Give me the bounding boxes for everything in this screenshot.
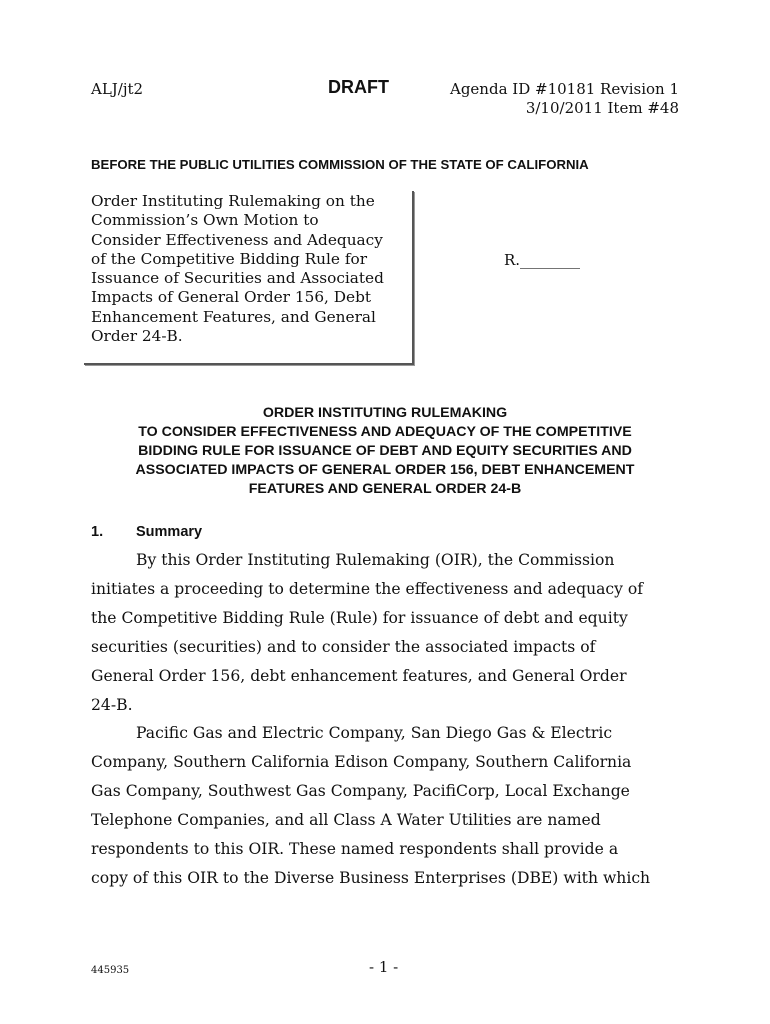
title-line: TO CONSIDER EFFECTIVENESS AND ADEQUACY OF THE COMPETITIVE [138, 424, 632, 440]
paragraph-line: General Order 156, debt enhancement features, and General Order [91, 667, 627, 685]
paragraph-line: 24-B. [91, 696, 133, 714]
paragraph-line: Company, Southern California Edison Company, Southern California [91, 753, 632, 771]
caption-line: Impacts of General Order 156, Debt [91, 288, 372, 307]
commission-heading: BEFORE THE PUBLIC UTILITIES COMMISSION OF THE STATE OF CALIFORNIA [91, 157, 589, 172]
title-line: ORDER INSTITUTING RULEMAKING [262, 405, 508, 421]
paragraph-line: Gas Company, Southwest Gas Company, PacifiCorp, Local Exchange [91, 782, 630, 800]
case-caption [91, 192, 409, 346]
title-line: BIDDING RULE FOR ISSUANCE OF DEBT AND EQUITY SECURITIES AND [138, 443, 632, 459]
paragraph-line: Telephone Companies, and all Class A Water Utilities are named [91, 811, 601, 829]
agenda-id-line: Agenda ID #10181 Revision 1 [450, 80, 679, 98]
draft-label: DRAFT [328, 77, 389, 97]
header-left-id: ALJ/jt2 [91, 80, 144, 98]
caption-line: of the Competitive Bidding Rule for [91, 249, 368, 268]
paragraph-line: the Competitive Bidding Rule (Rule) for issuance of debt and equity [91, 609, 628, 627]
paragraph-line: securities (securities) and to consider the associated impacts of [91, 638, 596, 656]
caption-line: Commission’s Own Motion to [91, 211, 319, 230]
caption-line: Enhancement Features, and General [91, 307, 376, 326]
caption-line: Order Instituting Rulemaking on the [91, 192, 375, 210]
summary-paragraph-1 [91, 546, 691, 720]
order-title [91, 404, 679, 499]
section-title: Summary [136, 524, 203, 540]
page-number: - 1 - [369, 958, 399, 976]
paragraph-line: By this Order Instituting Rulemaking (OIR), the Commission [136, 551, 615, 569]
section-number: 1. [91, 524, 104, 540]
paragraph-line: initiates a proceeding to determine the effectiveness and adequacy of [91, 580, 644, 598]
paragraph-line: Pacific Gas and Electric Company, San Diego Gas & Electric [136, 724, 613, 742]
docket-number: R.________ [504, 251, 581, 269]
agenda-date-line: 3/10/2011 Item #48 [525, 99, 679, 117]
paragraph-line: respondents to this OIR. These named respondents shall provide a [91, 840, 619, 858]
document-code: 445935 [91, 965, 130, 976]
caption-line: Order 24-B. [91, 327, 183, 346]
title-line: ASSOCIATED IMPACTS OF GENERAL ORDER 156, DEBT ENHANCEMENT [135, 462, 635, 478]
summary-paragraph-2 [91, 719, 691, 893]
title-line: FEATURES AND GENERAL ORDER 24-B [248, 481, 522, 497]
paragraph-line: copy of this OIR to the Diverse Business Enterprises (DBE) with which [91, 869, 651, 887]
caption-line: Consider Effectiveness and Adequacy [91, 230, 383, 249]
caption-line: Issuance of Securities and Associated [91, 269, 384, 288]
agenda-info [450, 80, 679, 118]
